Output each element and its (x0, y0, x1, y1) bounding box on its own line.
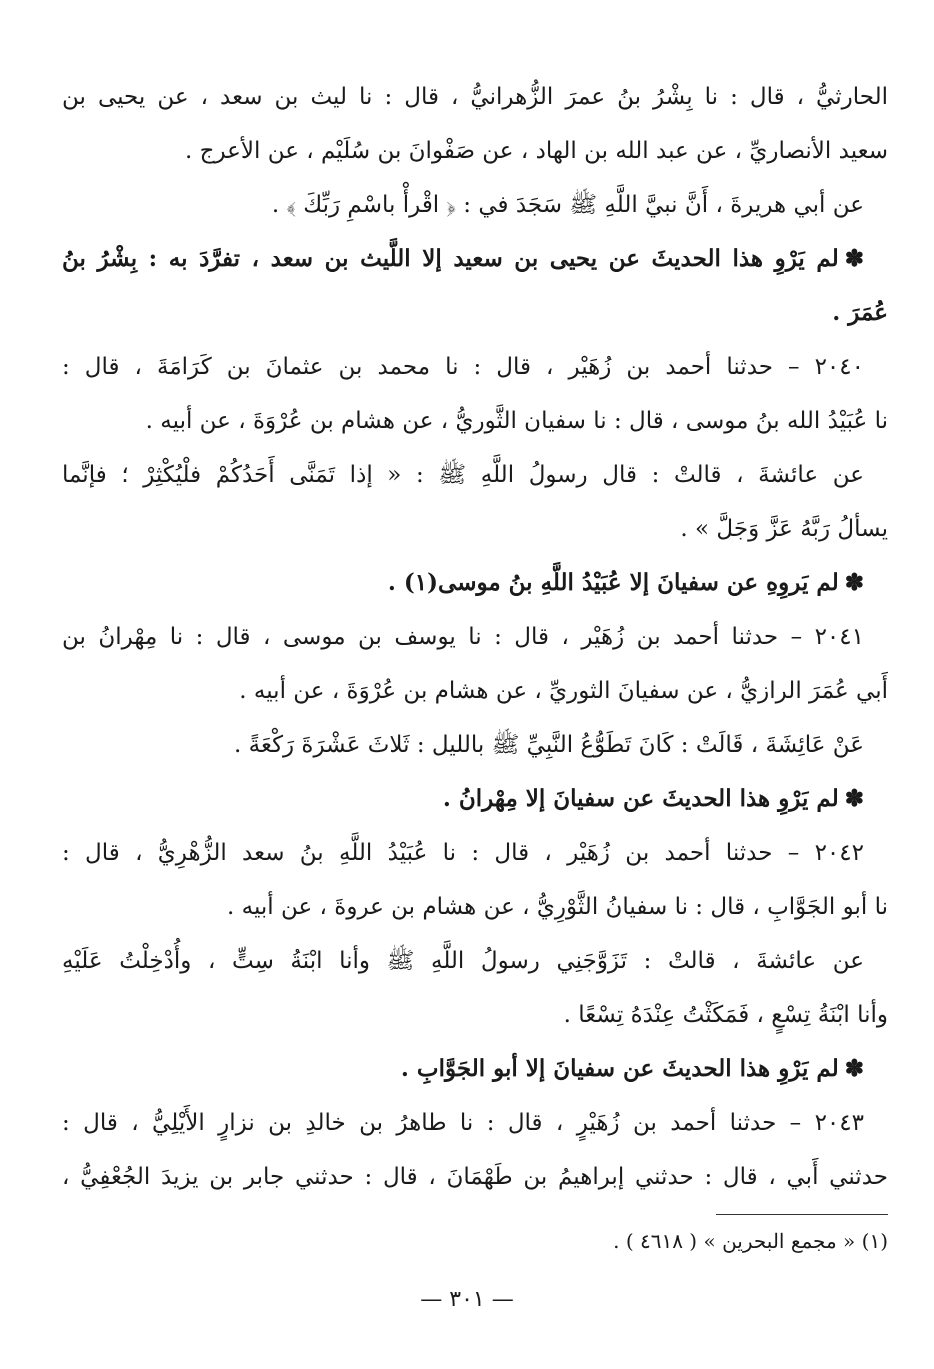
commentary-text: لم يَرْوِ هذا الحديثَ عن يحيى بن سعيد إلا اللَّيث بن سعد ، تفرَّدَ به : بِشْرُ بنُ (62, 245, 839, 272)
text-line: ٢٠٤٢ – حدثنا أحمد بن زُهَيْر ، قال : نا عُبَيْدُ اللَّهِ بنُ سعد الزُّهْرِيُّ ، قال : (62, 840, 864, 866)
text-line: نا أبو الجَوَّابِ ، قال : نا سفيانُ الثَّوْرِيُّ ، عن هشام بن عروةَ ، عن أبيه . (227, 894, 888, 920)
star-icon: ✽ (844, 569, 864, 596)
text-line: الحارثيُّ ، قال : نا بِشْرُ بنُ عمرَ الزُّهرانيُّ ، قال : نا ليث بن سعد ، عن يحيى بن (62, 84, 888, 110)
commentary-line (62, 232, 888, 286)
commentary-2040 (62, 556, 888, 610)
text-line: سعيد الأنصاريِّ ، عن عبد الله بن الهاد ، عن صَفْوانَ بن سُلَيْم ، عن الأعرج . (185, 138, 888, 164)
star-icon: ✽ (844, 1055, 864, 1082)
hadith-2039-matn (62, 178, 888, 232)
hadith-2040-chain (62, 340, 888, 448)
commentary-text: لم يَرْوِ هذا الحديثَ عن سفيانَ إلا أبو الجَوَّابِ . (400, 1055, 839, 1082)
text-line: أَبي عُمَرَ الرازيُّ ، عن سفيانَ الثوريِّ ، عن هشام بن عُرْوَةَ ، عن أبيه . (239, 678, 888, 704)
text-line: يسألُ رَبَّهُ عَزَّ وَجَلَّ » . (680, 516, 888, 542)
commentary-2042 (62, 1042, 888, 1096)
hadith-2041-matn (62, 718, 888, 772)
footnote: (١) « مجمع البحرين » ( ٤٦١٨ ) . (613, 1229, 888, 1253)
page-body (62, 70, 888, 1204)
text-line: ٢٠٤٠ – حدثنا أحمد بن زُهَيْر ، قال : نا محمد بن عثمانَ بن كَرَامَةَ ، قال : (62, 354, 864, 380)
hadith-2042-chain (62, 826, 888, 934)
text-line: عن أبي هريرةَ ، أَنَّ نبيَّ اللَّهِ ﷺ سَجَدَ في : ﴿ اقْرأْ باسْمِ رَبِّكَ ﴾ . (271, 192, 864, 218)
commentary-line: عُمَرَ . (832, 299, 888, 326)
text-line: عن عائشةَ ، قالتْ : قال رسولُ اللَّهِ ﷺ : « إذا تَمَنَّى أَحَدُكُمْ فلْيُكْثِرْ ؛ فإنَّما (62, 462, 864, 488)
text-line: عن عائشةَ ، قالتْ : تَزَوَّجَنِي رسولُ اللَّهِ ﷺ وأنا ابْنَةُ سِتٍّ ، وأُدْخِلْتُ عَلَيْهِ (62, 948, 864, 974)
text-line: ٢٠٤٣ – حدثنا أحمد بن زُهَيْرٍ ، قال : نا طاهرُ بن خالدِ بن نزارٍ الأَيْلِيُّ ، قال : (62, 1110, 864, 1136)
commentary-2039 (62, 232, 888, 340)
text-line: عَنْ عَائِشَةَ ، قَالَتْ : كَانَ تَطَوُّعُ النَّبِيِّ ﷺ بالليل : ثَلاثَ عَشْرَةَ رَكْعَةً . (234, 732, 864, 758)
text-line: ٢٠٤١ – حدثنا أحمد بن زُهَيْر ، قال : نا يوسف بن موسى ، قال : نا مِهْرانُ بن (62, 624, 864, 650)
hadith-2042-matn (62, 934, 888, 1042)
footnote-divider (716, 1214, 888, 1215)
hadith-2043-chain (62, 1096, 888, 1204)
commentary-line (62, 772, 888, 826)
commentary-2041 (62, 772, 888, 826)
commentary-line (62, 556, 888, 610)
commentary-text: لم يَروِهِ عن سفيانَ إلا عُبَيْدُ اللَّهِ بنُ موسى(١) . (387, 569, 839, 596)
star-icon: ✽ (844, 245, 864, 272)
page-number: — ٣٠١ — (420, 1287, 514, 1312)
text-line: وأنا ابْنَةُ تِسْعٍ ، فَمَكَثْتُ عِنْدَهُ تِسْعًا . (563, 1002, 888, 1028)
text-line: حدثني أَبي ، قال : حدثني إبراهيمُ بن طَهْمَانَ ، قال : حدثني جابر بن يزيدَ الجُعْفِيُّ ، (62, 1164, 888, 1190)
commentary-line (62, 1042, 888, 1096)
text-line: نا عُبَيْدُ الله بنُ موسى ، قال : نا سفيان الثَّوريُّ ، عن هشام بن عُرْوَةَ ، عن أبيه . (145, 408, 888, 434)
hadith-2040-matn (62, 448, 888, 556)
hadith-2041-chain (62, 610, 888, 718)
star-icon: ✽ (844, 785, 864, 812)
commentary-text: لم يَرْوِ هذا الحديثَ عن سفيانَ إلا مِهْرانُ . (442, 785, 839, 812)
hadith-2039-chain (62, 70, 888, 178)
